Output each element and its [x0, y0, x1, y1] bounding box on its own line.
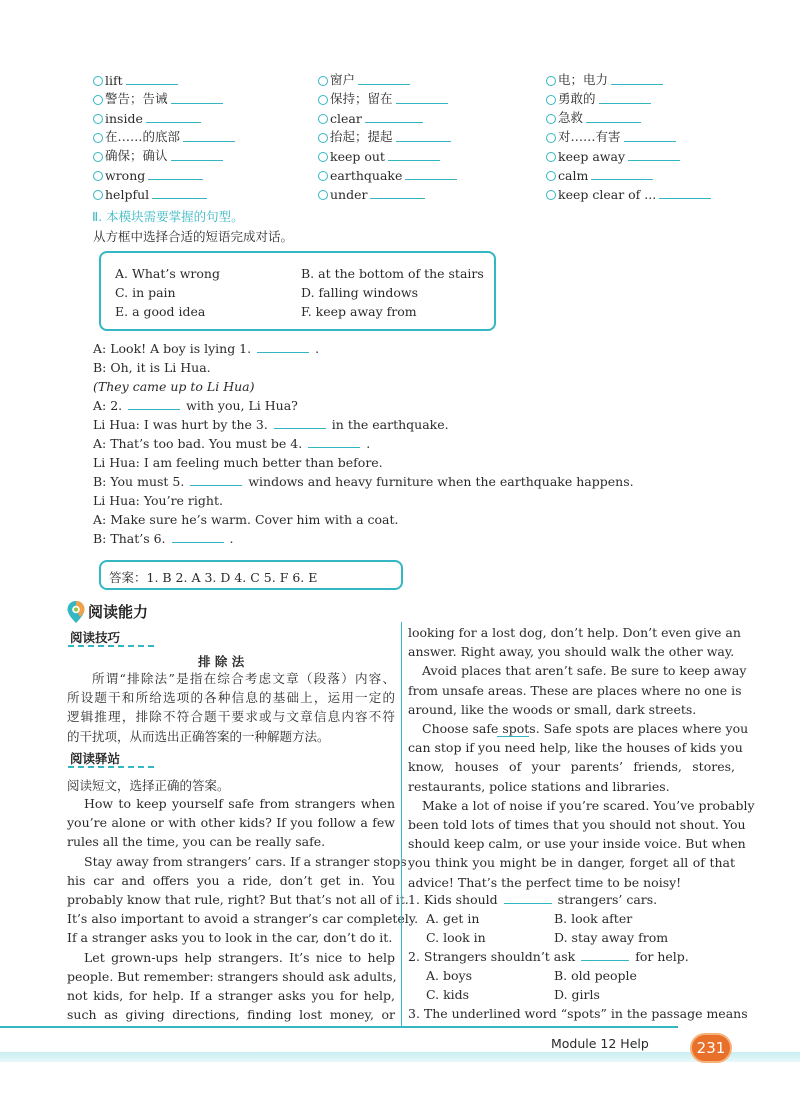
answer-blank[interactable] [396, 140, 451, 142]
circle-icon [318, 95, 328, 105]
answer-blank[interactable] [591, 178, 653, 180]
vocab-item: 急救 [546, 108, 641, 126]
circle-icon [318, 114, 328, 124]
skill-paragraph: 所谓“排除法”是指在综合考虑文章（段落）内容、 所设题干和所给选项的各种信息的基础上，运用一定的 逻辑推理，排除不符合题干要求或与文章信息内容不符 的干扰项，从而选出正确答案的一种解题方法。 [67, 671, 395, 744]
vocab-item: 勇敢的 [546, 89, 651, 107]
dialogue-line: B: Oh, it is Li Hua. [93, 360, 211, 375]
circle-icon [93, 76, 103, 86]
vocab-item: wrong [93, 165, 203, 183]
passage-right: looking for a lost dog, don’t help. Don’t even give an answer. Right away, you should walk the other way. Avoid places that aren’t safe. Be sure to keep away from unsafe areas. These are places where no one is around, like the woods or small, dark streets. Choose safe spots. Safe spots are places where you can stop if you need help, like the houses of kids you know, houses of your parents’ friends, stores, restaurants, police stations and libraries. Make a lot of noise if you’re scared. You’ve probably been told lots of times that you should not shout. You should keep calm, or use your inside voice. But when you think you might be in danger, forget all of that advice! That’s the perfect time to be noisy! [408, 625, 755, 890]
answer-blank[interactable] [624, 140, 676, 142]
circle-icon [546, 76, 556, 86]
dialogue-line: B: That’s 6. . [93, 531, 234, 546]
circle-icon [546, 152, 556, 162]
vocab-item: keep away [546, 146, 680, 164]
skill-tag: 阅读技巧 [70, 630, 121, 645]
dialogue-line: A: 2. with you, Li Hua? [93, 398, 298, 413]
dialogue-stage-direction: (They came up to Li Hua) [93, 379, 255, 394]
vocab-item: 窗户 [318, 70, 410, 88]
footer-module: Module 12 Help [551, 1036, 649, 1051]
dialogue-line: Li Hua: I was hurt by the 3. in the earthquake. [93, 417, 449, 432]
dialogue-line: A: That’s too bad. You must be 4. . [93, 436, 371, 451]
choice-b[interactable]: B. look after [554, 911, 633, 926]
section-instruction: 从方框中选择合适的短语完成对话。 [93, 229, 294, 244]
answer-blank[interactable] [152, 197, 207, 199]
choice-d[interactable]: D. girls [554, 987, 600, 1002]
option-f: F. keep away from [301, 304, 417, 319]
dialogue-line: A: Make sure he’s warm. Cover him with a coat. [93, 512, 399, 527]
circle-icon [318, 190, 328, 200]
choice-c[interactable]: C. kids [426, 987, 470, 1002]
options-box [99, 251, 496, 331]
dialogue-line: Li Hua: I am feeling much better than before. [93, 455, 383, 470]
answer-blank[interactable] [388, 159, 440, 161]
vocab-item: 警告；告诫 [93, 89, 223, 107]
circle-icon [93, 114, 103, 124]
circle-icon [546, 133, 556, 143]
answer-blank[interactable] [308, 446, 360, 448]
vocab-item: calm [546, 165, 653, 183]
circle-icon [93, 171, 103, 181]
vocab-item: 抬起；提起 [318, 127, 451, 145]
vocab-item: helpful [93, 184, 207, 202]
answer-blank[interactable] [148, 178, 203, 180]
question-3-stem: 3. The underlined word “spots” in the passage means [408, 1006, 748, 1021]
circle-icon [318, 171, 328, 181]
passage-left: How to keep yourself safe from strangers when you’re alone or with other kids? If you follow a few rules all the time, you can be really safe. Stay away from strangers’ cars. If a stranger stops his car and offers you a ride, don’t get in. You probably know that rule, right? But that’s not all of it. It’s also important to avoid a stranger’s car completely. If a stranger asks you to look in the car, don’t do it. Let grown-ups help strangers. It’s nice to help people. But remember: strangers should ask adults, not kids, for help. If a stranger asks you for help, such as giving directions, finding lost money, or [67, 796, 419, 1023]
answer-blank[interactable] [183, 140, 235, 142]
answer-blank[interactable] [171, 159, 223, 161]
tag-underline [68, 645, 154, 647]
choice-a[interactable]: A. boys [426, 968, 472, 983]
circle-icon [546, 190, 556, 200]
dialogue-line: B: You must 5. windows and heavy furniture when the earthquake happens. [93, 474, 634, 489]
column-divider [401, 622, 402, 1027]
vocab-item: 保持；留在 [318, 89, 448, 107]
tag-underline [68, 766, 154, 768]
answer-blank[interactable] [365, 121, 423, 123]
vocab-item: 对……有害 [546, 127, 676, 145]
answer-blank[interactable] [370, 197, 425, 199]
location-pin-icon [66, 600, 86, 624]
answer-blank[interactable] [599, 102, 651, 104]
question-stem: 2. Strangers shouldn’t ask for help. [408, 949, 689, 964]
choice-b[interactable]: B. old people [554, 968, 637, 983]
circle-icon [93, 133, 103, 143]
answer-key: 答案：1. B 2. A 3. D 4. C 5. F 6. E [109, 570, 318, 585]
answer-blank[interactable] [172, 541, 224, 543]
question-stem: 1. Kids should strangers’ cars. [408, 892, 658, 907]
spots-underline [497, 736, 529, 737]
option-e: E. a good idea [115, 304, 206, 319]
vocab-item: keep clear of ... [546, 184, 711, 202]
section-heading: Ⅱ. 本模块需要掌握的句型。 [92, 209, 244, 224]
answer-blank[interactable] [358, 83, 410, 85]
vocab-item: 确保；确认 [93, 146, 223, 164]
answer-blank[interactable] [581, 959, 629, 961]
answer-blank[interactable] [146, 121, 201, 123]
circle-icon [318, 76, 328, 86]
answer-blank[interactable] [659, 197, 711, 199]
answer-blank[interactable] [396, 102, 448, 104]
dialogue-line: A: Look! A boy is lying 1. . [93, 341, 320, 356]
answer-blank[interactable] [504, 902, 552, 904]
option-b: B. at the bottom of the stairs [301, 266, 484, 281]
skill-title: 排 除 法 [198, 654, 245, 669]
circle-icon [546, 95, 556, 105]
choice-c[interactable]: C. look in [426, 930, 486, 945]
circle-icon [318, 133, 328, 143]
answer-blank[interactable] [190, 484, 242, 486]
station-instruction: 阅读短文，选择正确的答案。 [67, 778, 230, 793]
option-c: C. in pain [115, 285, 176, 300]
vocab-item: keep out [318, 146, 440, 164]
answer-blank[interactable] [611, 83, 663, 85]
answer-blank[interactable] [128, 408, 180, 410]
answer-box [99, 560, 403, 590]
answer-blank[interactable] [274, 427, 326, 429]
vocab-item: earthquake [318, 165, 457, 183]
vocab-item: 在……的底部 [93, 127, 235, 145]
page-number: 231 [690, 1033, 732, 1063]
circle-icon [318, 152, 328, 162]
answer-blank[interactable] [628, 159, 680, 161]
answer-blank[interactable] [405, 178, 457, 180]
circle-icon [546, 114, 556, 124]
vocab-item: clear [318, 108, 423, 126]
answer-blank[interactable] [257, 351, 309, 353]
answer-blank[interactable] [586, 121, 641, 123]
option-d: D. falling windows [301, 285, 419, 300]
vocab-item: 电；电力 [546, 70, 663, 88]
answer-blank[interactable] [171, 102, 223, 104]
vocab-item: under [318, 184, 425, 202]
answer-blank[interactable] [126, 83, 178, 85]
station-tag: 阅读驿站 [70, 751, 121, 766]
circle-icon [93, 152, 103, 162]
circle-icon [93, 190, 103, 200]
vocab-item: lift [93, 70, 178, 88]
choice-a[interactable]: A. get in [426, 911, 480, 926]
footer-rule [0, 1026, 678, 1028]
dialogue-line: Li Hua: You’re right. [93, 493, 223, 508]
circle-icon [93, 95, 103, 105]
choice-d[interactable]: D. stay away from [554, 930, 669, 945]
circle-icon [546, 171, 556, 181]
option-a: A. What’s wrong [115, 266, 220, 281]
footer-band [0, 1052, 800, 1062]
vocab-item: inside [93, 108, 201, 126]
reading-title: 阅读能力 [88, 603, 149, 621]
